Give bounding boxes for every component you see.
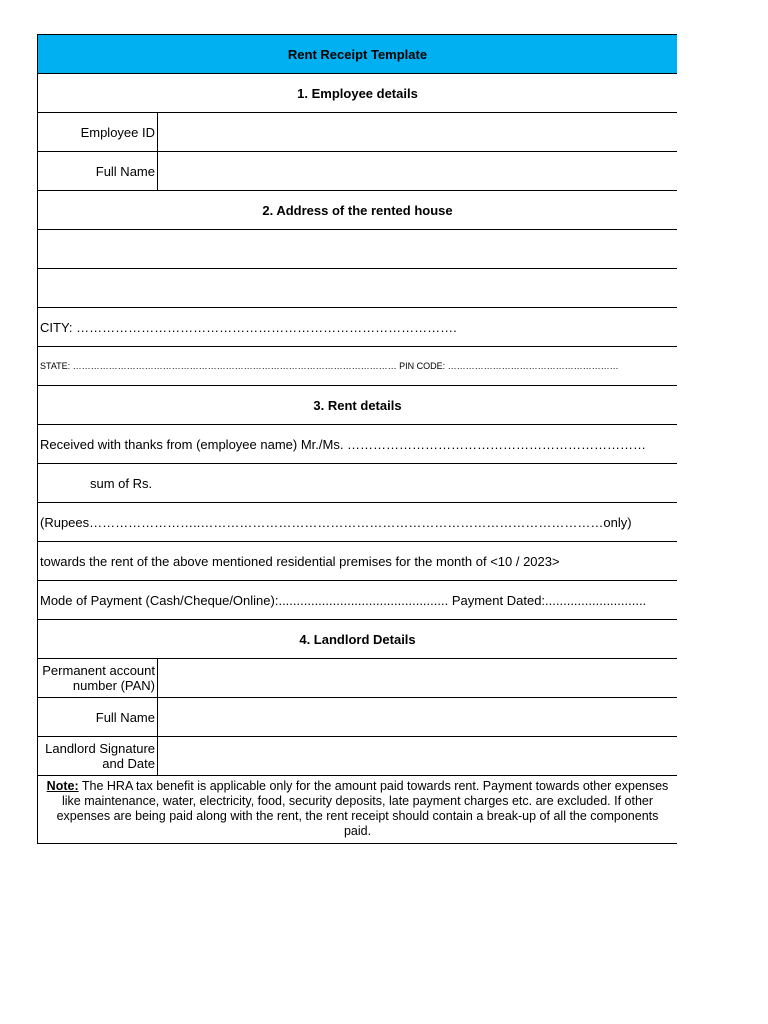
landlord-name-row: [37, 698, 677, 737]
landlord-name-label: Full Name: [38, 698, 158, 736]
landlord-pan-field[interactable]: [158, 659, 677, 697]
address-line-1-field[interactable]: [37, 230, 677, 269]
employee-id-row: [37, 113, 677, 152]
landlord-pan-label: Permanent account number (PAN): [38, 659, 158, 697]
city-line[interactable]: CITY: …………………………………………………………………………….: [37, 308, 677, 347]
section-employee-details: 1. Employee details: [37, 74, 677, 113]
employee-id-label: Employee ID: [38, 113, 158, 151]
form-title: Rent Receipt Template: [37, 34, 677, 74]
landlord-signature-field[interactable]: [158, 737, 677, 775]
note-text: The HRA tax benefit is applicable only for the amount paid towards rent. Payment towards other expenses like maintenance, water, electricity, food, security deposits, late payment charges etc. are excluded. If other expenses are being paid along with the rent, the rent receipt should contain a break-up of all the components paid.: [56, 779, 669, 838]
note-label: Note:: [46, 779, 79, 793]
landlord-signature-row: [37, 737, 677, 776]
rent-month-line: towards the rent of the above mentioned residential premises for the month of <10 / 2023>: [37, 542, 677, 581]
received-from-line[interactable]: Received with thanks from (employee name) Mr./Ms. ……………………………………………………………: [37, 425, 677, 464]
employee-id-field[interactable]: [158, 113, 677, 151]
landlord-name-field[interactable]: [158, 698, 677, 736]
rent-receipt-form: [37, 34, 677, 844]
employee-name-row: [37, 152, 677, 191]
employee-name-field[interactable]: [158, 152, 677, 190]
section-address: 2. Address of the rented house: [37, 191, 677, 230]
section-rent-details: 3. Rent details: [37, 386, 677, 425]
landlord-signature-label: Landlord Signature and Date: [38, 737, 158, 775]
address-line-2-field[interactable]: [37, 269, 677, 308]
rupees-line[interactable]: (Rupees……………………..…………………………………………………………………………………only): [37, 503, 677, 542]
landlord-pan-row: [37, 659, 677, 698]
note-block: [37, 776, 677, 844]
state-pin-line[interactable]: STATE: ……………………………………………………………………………………………… PIN CODE: …………………………………………………: [37, 347, 677, 386]
payment-mode-line[interactable]: Mode of Payment (Cash/Cheque/Online):............................................... Payment Dated:............................: [37, 581, 677, 620]
section-landlord-details: 4. Landlord Details: [37, 620, 677, 659]
sum-line[interactable]: sum of Rs.: [37, 464, 677, 503]
employee-name-label: Full Name: [38, 152, 158, 190]
